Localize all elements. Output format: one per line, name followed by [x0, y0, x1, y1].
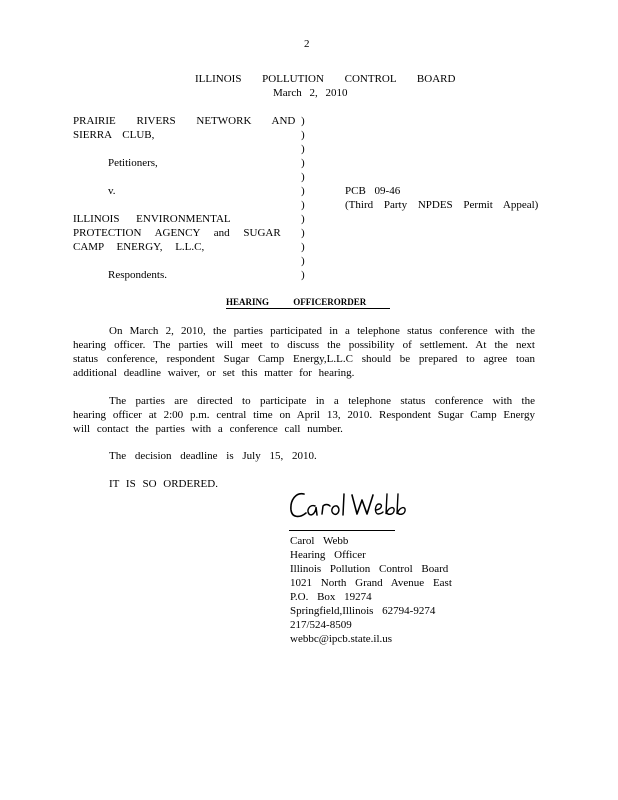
petitioners-label: Petitioners,	[108, 157, 158, 169]
paren: )	[301, 129, 305, 141]
signer-city: Springfield,Illinois 62794-9274	[290, 605, 436, 617]
paren: )	[301, 157, 305, 169]
paren: )	[301, 241, 305, 253]
respondents-label: Respondents.	[108, 269, 167, 281]
respondent-line-2: PROTECTION AGENCY and SUGAR	[73, 227, 281, 239]
case-info	[345, 184, 538, 212]
signer-organization: Illinois Pollution Control Board	[290, 563, 449, 575]
handwritten-signature	[288, 486, 413, 526]
paragraph-text: IT IS SO ORDERED.	[109, 478, 218, 490]
order-date: March 2, 2010	[273, 87, 348, 99]
order-title: HEARING OFFICERORDER	[226, 297, 390, 309]
paren: )	[301, 115, 305, 127]
versus: v.	[108, 185, 116, 197]
paren: )	[301, 171, 305, 183]
petitioner-line-2: SIERRA CLUB,	[73, 129, 155, 141]
signer-phone: 217/524-8509	[290, 619, 352, 631]
paragraph-text: The parties are directed to participate in a telephone status conference with the hearing officer at 2:00 p.m. central time on April 13, 2010. Respondent Sugar Camp Energy will contact the parties with a conference call number.	[73, 395, 535, 435]
paren: )	[301, 143, 305, 155]
caption-parentheses	[301, 114, 305, 282]
signer-address: 1021 North Grand Avenue East	[290, 577, 452, 589]
case-caption	[73, 114, 296, 282]
paren: )	[301, 213, 305, 225]
paren: )	[301, 199, 305, 211]
signature-line	[289, 530, 395, 531]
paren: )	[301, 255, 305, 267]
petitioner-line-1: PRAIRIE RIVERS NETWORK AND	[73, 115, 296, 127]
paragraph-text: On March 2, 2010, the parties participated in a telephone status conference with the hearing officer. The parties will meet to discuss the possibility of settlement. At the next status conference, respondent Sugar Camp Energy,L.L.C should be prepared to agree toan additional deadline waiver, or set this matter for hearing.	[73, 325, 535, 379]
paren: )	[301, 185, 305, 197]
signer-name: Carol Webb	[290, 535, 349, 547]
case-number: PCB 09-46	[345, 185, 401, 197]
page-number: 2	[304, 38, 310, 50]
board-name: ILLINOIS POLLUTION CONTROL BOARD	[195, 73, 456, 85]
decision-deadline	[109, 449, 317, 463]
paragraph-text: The decision deadline is July 15, 2010.	[109, 450, 317, 462]
so-ordered	[109, 477, 218, 491]
signer-email: webbc@ipcb.state.il.us	[290, 633, 393, 645]
signer-title: Hearing Officer	[290, 549, 366, 561]
respondent-line-3: CAMP ENERGY, L.L.C,	[73, 241, 205, 253]
paragraph-1	[73, 324, 535, 380]
paren: )	[301, 269, 305, 281]
respondent-line-1: ILLINOIS ENVIRONMENTAL	[73, 213, 231, 225]
paren: )	[301, 227, 305, 239]
signature-block	[290, 534, 452, 646]
signer-po-box: P.O. Box 19274	[290, 591, 372, 603]
paragraph-2	[73, 394, 535, 436]
case-type: (Third Party NPDES Permit Appeal)	[345, 199, 539, 211]
